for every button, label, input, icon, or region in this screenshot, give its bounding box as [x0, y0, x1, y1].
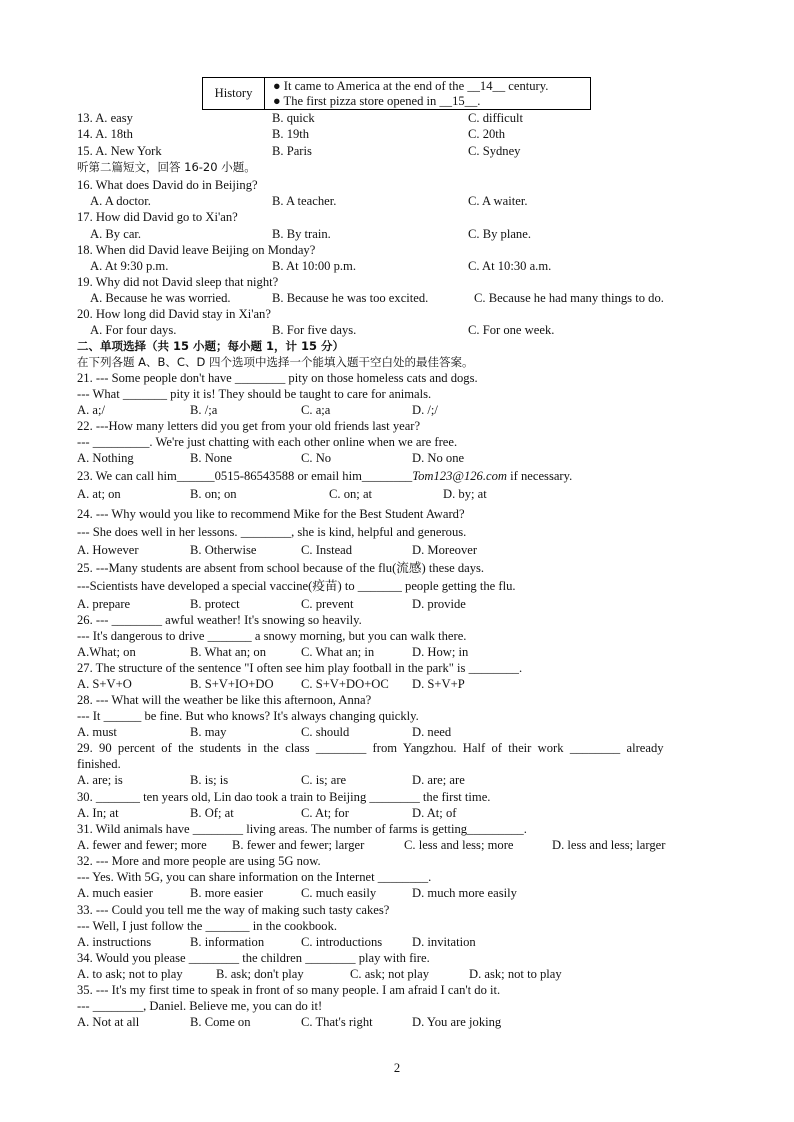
option-b: B. Of; at — [190, 806, 234, 820]
option-c: C. No — [301, 451, 332, 465]
option-c: C. What an; in — [301, 645, 375, 659]
option-b: B. is; is — [190, 773, 229, 787]
table-row: ● The first pizza store opened in __15__. — [273, 94, 481, 108]
option-a: A.What; on — [77, 645, 136, 659]
option-b: B. At 10:00 p.m. — [272, 259, 356, 273]
option-c: C. less and less; more — [404, 838, 514, 852]
option-b: B. /;a — [190, 403, 218, 417]
question-stem: 16. What does David do in Beijing? — [77, 178, 258, 192]
section-title: 二、单项选择（共 15 小题；每小题 1，计 15 分） — [77, 339, 345, 353]
option-c: C. much easily — [301, 886, 377, 900]
option-c: C. At 10:30 a.m. — [468, 259, 552, 273]
option-c: C. prevent — [301, 597, 354, 611]
option-c: C. should — [301, 725, 350, 739]
option-a: A. Nothing — [77, 451, 134, 465]
option-a: A. However — [77, 543, 139, 557]
question-stem: 29. 90 percent of the students in the class ________ from Yangzhou. Half of their work ________ already — [77, 741, 664, 755]
option-b: B. A teacher. — [272, 194, 337, 208]
question-stem — [77, 469, 572, 484]
option-line: 14. A. 18th — [77, 127, 133, 141]
question-stem-tail: if necessary. — [506, 469, 573, 483]
question-line: finished. — [77, 757, 121, 771]
option-a: A. at; on — [77, 487, 121, 501]
question-stem: 19. Why did not David sleep that night? — [77, 275, 279, 289]
option-a: A. Not at all — [77, 1015, 140, 1029]
question-stem: 33. --- Could you tell me the way of making such tasty cakes? — [77, 903, 390, 917]
option-a: A. fewer and fewer; more — [77, 838, 207, 852]
option-a: A. prepare — [77, 597, 131, 611]
option-a: A. are; is — [77, 773, 123, 787]
option-b: B. protect — [190, 597, 240, 611]
option-d: D. How; in — [412, 645, 469, 659]
option-d: D. S+V+P — [412, 677, 465, 691]
question-stem: 30. _______ ten years old, Lin dao took a train to Beijing ________ the first time. — [77, 790, 491, 804]
question-line: --- ________, Daniel. Believe me, you can do it! — [77, 999, 323, 1013]
option-c: C. Because he had many things to do. — [474, 291, 664, 305]
option-d: D. At; of — [412, 806, 457, 820]
question-stem-text: 23. We can call him______0515-86543588 or email him________ — [77, 469, 413, 483]
option-c: C. 20th — [468, 127, 506, 141]
option-d: D. No one — [412, 451, 465, 465]
option-d: D. /;/ — [412, 403, 438, 417]
table-row: ● It came to America at the end of the __14__ century. — [273, 79, 549, 93]
option-c: C. difficult — [468, 111, 524, 125]
section-instruction: 听第二篇短文，回答 16-20 小题。 — [77, 160, 256, 174]
option-c: C. ask; not play — [350, 967, 430, 981]
option-c: C. S+V+DO+OC — [301, 677, 389, 691]
question-line: --- She does well in her lessons. ________, she is kind, helpful and generous. — [77, 525, 467, 539]
option-a: A. to ask; not to play — [77, 967, 183, 981]
option-b: B. Paris — [272, 144, 312, 158]
table-header-history: History — [203, 78, 265, 109]
option-d: D. are; are — [412, 773, 465, 787]
option-c: C. is; are — [301, 773, 347, 787]
option-d: D. by; at — [443, 487, 487, 501]
option-c: C. Instead — [301, 543, 353, 557]
question-stem: 27. The structure of the sentence "I often see him play football in the park" is ________. — [77, 661, 523, 675]
question-stem: 26. --- ________ awful weather! It's snowing so heavily. — [77, 613, 362, 627]
history-table — [202, 77, 591, 110]
option-b: B. on; on — [190, 487, 237, 501]
option-a: A. a;/ — [77, 403, 105, 417]
question-stem: 32. --- More and more people are using 5G now. — [77, 854, 321, 868]
page-number: 2 — [393, 1061, 401, 1075]
question-stem: 25. ---Many students are absent from school because of the flu(流感) these days. — [77, 561, 485, 575]
option-b: B. Otherwise — [190, 543, 257, 557]
option-a: A. At 9:30 p.m. — [90, 259, 169, 273]
option-a: A. instructions — [77, 935, 152, 949]
question-stem: 20. How long did David stay in Xi'an? — [77, 307, 271, 321]
option-b: B. What an; on — [190, 645, 267, 659]
option-a: A. S+V+O — [77, 677, 132, 691]
option-c: C. For one week. — [468, 323, 555, 337]
option-b: B. fewer and fewer; larger — [232, 838, 365, 852]
option-c: C. A waiter. — [468, 194, 528, 208]
option-c: C. a;a — [301, 403, 331, 417]
option-d: D. much more easily — [412, 886, 517, 900]
option-b: B. None — [190, 451, 232, 465]
option-b: B. may — [190, 725, 227, 739]
option-b: B. S+V+IO+DO — [190, 677, 274, 691]
question-stem: 21. --- Some people don't have ________ pity on those homeless cats and dogs. — [77, 371, 478, 385]
option-d: D. less and less; larger — [552, 838, 666, 852]
option-a: A. In; at — [77, 806, 119, 820]
option-c: C. on; at — [329, 487, 373, 501]
option-line: 13. A. easy — [77, 111, 133, 125]
option-b: B. By train. — [272, 227, 331, 241]
option-d: D. invitation — [412, 935, 476, 949]
question-stem: 24. --- Why would you like to recommend Mike for the Best Student Award? — [77, 507, 465, 521]
question-stem: 28. --- What will the weather be like this afternoon, Anna? — [77, 693, 372, 707]
option-b: B. quick — [272, 111, 315, 125]
option-d: D. provide — [412, 597, 466, 611]
question-stem: 34. Would you please ________ the children ________ play with fire. — [77, 951, 430, 965]
option-c: C. That's right — [301, 1015, 373, 1029]
option-a: A. much easier — [77, 886, 153, 900]
option-c: C. By plane. — [468, 227, 531, 241]
option-b: B. information — [190, 935, 265, 949]
option-b: B. more easier — [190, 886, 264, 900]
question-stem: 35. --- It's my first time to speak in front of so many people. I am afraid I can't do it. — [77, 983, 501, 997]
question-line: --- What _______ pity it is! They should be taught to care for animals. — [77, 387, 432, 401]
question-stem: 22. ---How many letters did you get from your old friends last year? — [77, 419, 421, 433]
question-line: --- It's dangerous to drive _______ a snowy morning, but you can walk there. — [77, 629, 467, 643]
option-b: B. 19th — [272, 127, 310, 141]
option-d: D. You are joking — [412, 1015, 502, 1029]
option-d: D. ask; not to play — [469, 967, 562, 981]
question-stem: 18. When did David leave Beijing on Monday? — [77, 243, 316, 257]
option-d: D. need — [412, 725, 452, 739]
question-line: --- Well, I just follow the _______ in the cookbook. — [77, 919, 338, 933]
option-b: B. For five days. — [272, 323, 357, 337]
option-a: A. Because he was worried. — [90, 291, 231, 305]
question-stem: 31. Wild animals have ________ living areas. The number of farms is getting_________. — [77, 822, 527, 836]
section-instruction: 在下列各题 A、B、C、D 四个选项中选择一个能填入题干空白处的最佳答案。 — [77, 355, 474, 369]
option-line: 15. A. New York — [77, 144, 162, 158]
question-stem: 17. How did David go to Xi'an? — [77, 210, 238, 224]
question-line: --- Yes. With 5G, you can share information on the Internet ________. — [77, 870, 432, 884]
option-a: A. By car. — [90, 227, 142, 241]
question-line: --- It ______ be fine. But who knows? It's always changing quickly. — [77, 709, 419, 723]
option-c: C. At; for — [301, 806, 349, 820]
option-d: D. Moreover — [412, 543, 478, 557]
option-a: A. A doctor. — [90, 194, 151, 208]
email-address: Tom123@126.com — [412, 469, 507, 483]
option-a: A. For four days. — [90, 323, 177, 337]
question-line: --- _________. We're just chatting with each other online when we are free. — [77, 435, 458, 449]
option-b: B. ask; don't play — [216, 967, 304, 981]
option-a: A. must — [77, 725, 117, 739]
question-line: ---Scientists have developed a special vaccine(疫苗) to _______ people getting the flu. — [77, 579, 516, 593]
option-c: C. Sydney — [468, 144, 521, 158]
option-c: C. introductions — [301, 935, 383, 949]
option-b: B. Because he was too excited. — [272, 291, 429, 305]
option-b: B. Come on — [190, 1015, 251, 1029]
